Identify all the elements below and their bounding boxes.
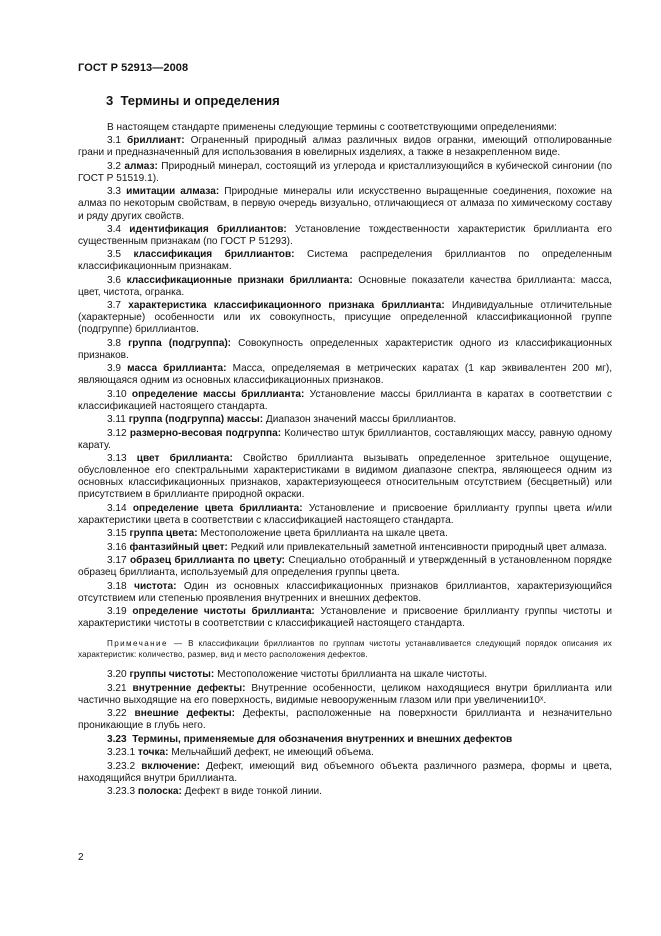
term-entry [78,606,612,630]
term-name: бриллиант: [127,135,185,147]
term-number: 3.9 [107,363,122,375]
term-definition: Установление и присвоение бриллианту группы чистоты и характеристики чистоты в соответствии с классификацией настоящего стандарта. [78,606,612,630]
term-definition: Специально отобранный и утвержденный в установленном порядке образец бриллианта, используемый для определения группы цвета. [78,555,612,579]
term-definition: Местоположение чистоты бриллианта на шкале чистоты. [217,669,488,681]
section-number: 3 [106,93,114,108]
term-number: 3.1 [107,135,122,147]
terms-list [78,135,612,630]
term-number: 3.5 [107,249,122,261]
term-entry [78,453,612,501]
subsection-heading [78,734,612,746]
term-name: идентификация бриллиантов: [129,223,287,235]
term-number: 3.2 [107,160,122,172]
term-number: 3.16 [107,541,127,553]
subsection-title: Термины, применяемые для обозначения внутренних и внешних дефектов [132,733,513,745]
term-entry [78,503,612,527]
term-name: внутренние дефекты: [132,682,246,694]
term-name: точка: [137,747,169,759]
term-definition: Масса, определяемая в метрических каратах (1 кар эквивалентен 200 мг), являющаяся одним из основных классификационных признаков. [78,363,612,387]
term-number: 3.21 [107,682,127,694]
term-name: размерно-весовая подгруппа: [129,427,282,439]
term-name: характеристика классификационного признака бриллианта: [128,300,445,312]
term-entry [78,186,612,222]
term-name: группа (подгруппа): [128,337,232,349]
note-paragraph [78,639,612,660]
term-name: масса бриллианта: [127,363,227,375]
term-number: 3.14 [107,502,127,514]
note-text: В классификации бриллиантов по группам чистоты устанавливается следующий порядок описания их характеристик: количество, размер, вид и место расположения дефектов. [78,639,612,659]
section-title [106,93,280,108]
term-number: 3.4 [107,223,122,235]
page-number: 2 [78,852,84,863]
note-lead: Примечание — [107,639,184,649]
term-name: классификационные признаки бриллианта: [126,274,353,286]
term-entry [78,275,612,299]
terms-list-3 [78,747,612,798]
term-definition: Один из основных классификационных признаков бриллиантов, характеризующийся отсутствием или степенью проявления внутренних и внешних дефектов. [78,580,612,604]
term-entry [78,300,612,336]
term-entry [78,528,612,540]
term-definition: Дефекты, расположенные на поверхности бриллианта и незначительно проникающие в глубь него. [78,708,612,732]
document-body [78,122,612,800]
term-number: 3.10 [107,388,127,400]
term-name: имитации алмаза: [126,186,220,198]
term-definition: Количество штук бриллиантов, составляющих массу, равную одному карату. [78,427,612,451]
term-definition: Установление массы бриллианта в каратах в соответствии с классификацией настоящего стандарта. [78,388,612,412]
term-number: 3.23.3 [107,786,136,798]
term-name: алмаз: [124,160,158,172]
terms-list-2 [78,669,612,732]
term-definition: Дефект в виде тонкой линии. [184,786,322,798]
term-number: 3.3 [107,186,122,198]
term-number: 3.23.2 [107,760,136,772]
term-number: 3.18 [107,580,127,592]
term-definition: Система распределения бриллиантов по определенным классификационным признакам. [78,249,612,273]
section-title-text: Термины и определения [120,93,280,108]
term-entry [78,428,612,452]
term-number: 3.11 [107,414,126,426]
term-definition: Природные минералы или искусственно выращенные соединения, похожие на алмаз по некоторым свойствам, в первую очередь визуально, отличающиеся от алмаза по химическому составу и ряду других свойств. [78,186,612,222]
term-definition: Установление тождественности характеристик бриллианта его существенным признакам (по ГОСТ Р 51293). [78,223,612,247]
term-definition: Природный минерал, состоящий из углерода и кристаллизующийся в кубической сингонии (по ГОСТ Р 51519.1). [78,160,612,184]
term-number: 3.22 [107,708,127,720]
term-entry [78,683,612,707]
term-definition: Индивидуальные отличительные (характерные) особенности или их совокупность, присущие определенной классификационной группе (подгруппе) бриллиантов. [78,300,612,336]
term-name: группы чистоты: [129,669,215,681]
term-name: чистота: [134,580,177,592]
term-number: 3.20 [107,669,127,681]
term-entry [78,363,612,387]
term-entry [78,542,612,554]
term-name: образец бриллианта по цвету: [130,555,286,567]
term-entry [78,338,612,362]
term-definition: Свойство бриллианта вызывать определенное зрительное ощущение, обусловленное его спектральными характеристиками в видимом диапазоне спектра, являющееся одним из основных классификационных признаков, характеризующееся относительным отсутствием (бесцветный) или присутствием в бриллианте природной окраски. [78,453,612,501]
term-entry [78,249,612,273]
term-entry [78,708,612,732]
term-number: 3.7 [107,300,122,312]
term-entry [78,581,612,605]
term-name: группа цвета: [129,528,198,540]
term-name: цвет бриллианта: [136,453,233,465]
term-name: внешние дефекты: [134,708,235,720]
term-entry [78,224,612,248]
term-definition: Местоположение цвета бриллианта на шкале цвета. [200,528,448,540]
term-entry [78,761,612,785]
term-name: определение массы бриллианта: [131,388,305,400]
term-name: полоска: [137,786,182,798]
term-number: 3.15 [107,528,127,540]
term-number: 3.17 [107,555,127,567]
term-definition: Основные показатели качества бриллианта: масса, цвет, чистота, огранка. [78,274,612,298]
term-name: определение чистоты бриллианта: [132,606,315,618]
term-definition: Внутренние особенности, целиком находящиеся внутри бриллианта или частично выходящие на его поверхность, видимые невооруженным глазом или при увеличении10ˣ. [78,682,612,706]
term-definition: Мельчайший дефект, не имеющий объема. [171,747,374,759]
term-name: группа (подгруппа) массы: [128,414,264,426]
term-number: 3.13 [107,453,127,465]
subsection-number: 3.23 [107,733,127,745]
term-entry [78,135,612,159]
term-entry [78,389,612,413]
term-name: классификация бриллиантов: [133,249,295,261]
term-entry [78,786,612,798]
term-entry [78,161,612,185]
term-definition: Редкий или привлекательный заметной интенсивности природный цвет алмаза. [230,541,607,553]
term-entry [78,747,612,759]
standard-header: ГОСТ Р 52913—2008 [78,62,189,74]
term-number: 3.23.1 [107,747,136,759]
intro-paragraph: В настоящем стандарте применены следующие термины с соответствующими определениями: [107,122,557,133]
term-definition: Ограненный природный алмаз различных видов огранки, имеющий отполированные грани и предназначенный для использования в ювелирных изделиях, а также в незакрепленном виде. [78,135,612,159]
term-definition: Диапазон значений массы бриллиантов. [265,414,457,426]
term-number: 3.12 [107,427,127,439]
term-number: 3.6 [107,274,122,286]
term-number: 3.8 [107,337,122,349]
term-number: 3.19 [107,606,127,618]
term-definition: Установление и присвоение бриллианту группы цвета и/или характеристики цвета в соответствии с классификацией настоящего стандарта. [78,502,613,526]
term-definition: Совокупность определенных характеристик одного из классификационных признаков. [78,337,612,361]
term-definition: Дефект, имеющий вид объемного объекта различного размера, формы и цвета, находящийся внутри бриллианта. [78,760,612,784]
term-name: определение цвета бриллианта: [132,502,303,514]
term-entry [78,669,612,681]
term-entry [78,555,612,579]
term-name: фантазийный цвет: [129,541,228,553]
term-entry [78,414,612,426]
term-name: включение: [141,760,200,772]
